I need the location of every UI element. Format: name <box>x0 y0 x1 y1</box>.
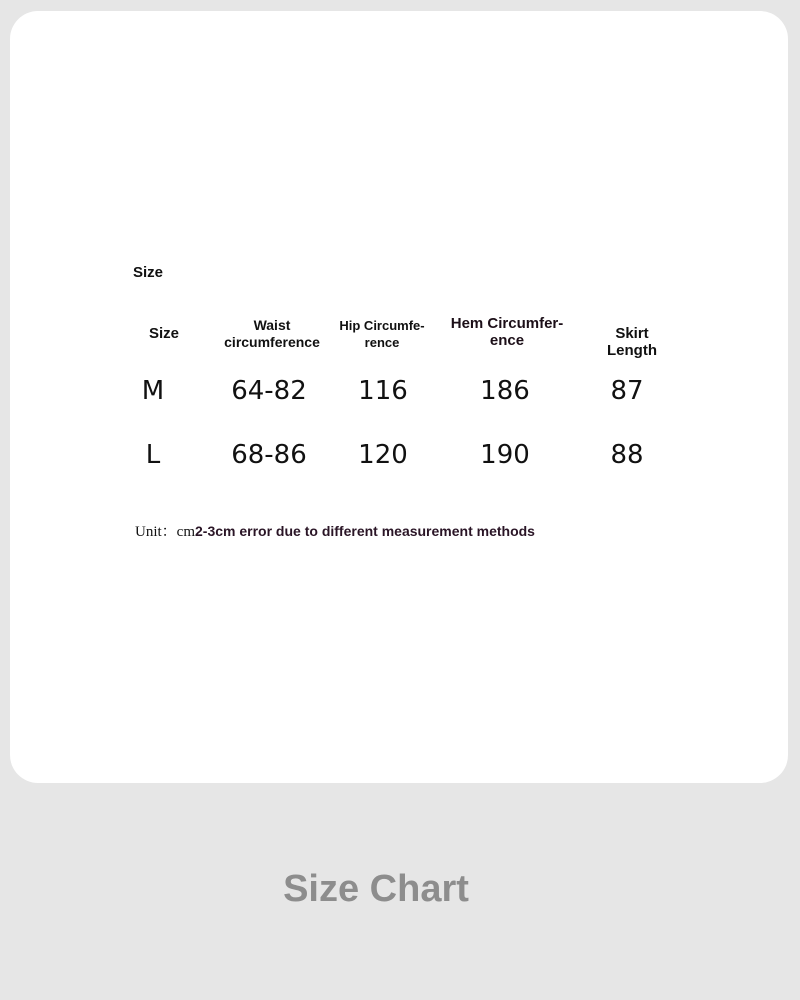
cell-waist: 68-86 <box>231 440 307 470</box>
cell-hem: 186 <box>480 376 530 406</box>
size-table <box>128 306 708 498</box>
cell-hip: 116 <box>358 376 408 406</box>
size-chart-title: Size Chart <box>283 868 469 910</box>
header-size: Size <box>149 325 180 342</box>
cell-waist: 64-82 <box>231 376 307 406</box>
cell-size: M <box>141 376 165 406</box>
header-hem: Hem Circumfer- ence <box>450 315 564 349</box>
measurement-note <box>135 520 535 541</box>
error-remark: 2-3cm error due to different measurement methods <box>195 523 535 539</box>
table-row <box>128 434 708 498</box>
header-skirt-length: Skirt Length <box>607 325 657 359</box>
table-row <box>128 370 708 434</box>
cell-skirt-length: 87 <box>610 376 644 406</box>
unit-label: Unit：cm <box>135 524 195 540</box>
cell-hem: 190 <box>480 440 530 470</box>
table-header-row <box>128 306 708 370</box>
cell-skirt-length: 88 <box>610 440 644 470</box>
section-label: Size <box>133 264 164 281</box>
cell-size: L <box>145 440 161 470</box>
cell-hip: 120 <box>358 440 408 470</box>
header-hip: Hip Circumfe- rence <box>339 318 425 350</box>
header-waist: Waist circumference <box>224 317 320 350</box>
